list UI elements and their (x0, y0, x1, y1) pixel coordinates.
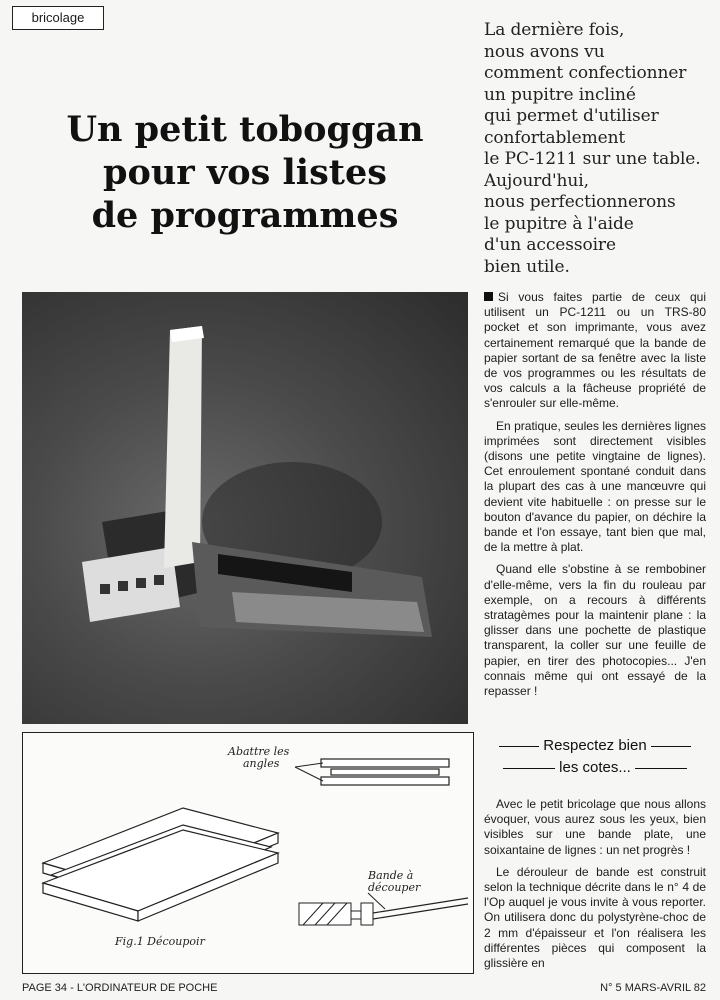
footer-issue-info: N° 5 MARS-AVRIL 82 (600, 982, 706, 994)
intro-line: le PC-1211 sur une table. (484, 149, 701, 169)
body-paragraph: Avec le petit bricolage que nous allons évoquer, vous aurez sous les yeux, bien visibles sur une bande plate, une soixantaine de lignes : un net progrès ! (484, 797, 706, 857)
pointer-line (295, 763, 323, 767)
paragraph-bullet-icon (484, 292, 493, 301)
subhead-text: Respectez bien (543, 737, 647, 754)
intro-line: bien utile. (484, 256, 570, 277)
label-bande: Bande à (368, 869, 414, 882)
body-paragraph: Le dérouleur de bande est construit selon la technique décrite dans le n° 4 de l'Op auquel je vous invite à vous reporter. On utilisera donc du polystyrène-choc de 2 mm d'épaisseur et l'on réalisera les différentes pièces qui composent la glissière en (484, 864, 706, 971)
headline-line-1: Un petit toboggan (66, 109, 424, 150)
label-angles: angles (243, 757, 280, 770)
subhead-line-1 (484, 735, 706, 757)
intro-line: qui permet d'utiliser (484, 106, 659, 126)
figure-caption: Fig.1 Découpoir (115, 935, 205, 948)
plates-side-view (321, 759, 449, 785)
article-body-column-2 (484, 797, 706, 978)
article-body-column (484, 290, 706, 706)
cross-section (299, 898, 468, 925)
pointer-line (295, 767, 323, 781)
intro-line: nous perfectionnerons (484, 192, 676, 212)
headline-line-2: pour vos listes (103, 152, 387, 193)
body-paragraph-text: Si vous faites partie de ceux qui utilisent un PC-1211 ou un TRS-80 pocket et son imprimante, vous avez certainement remarqué que la bande de papier sortant de sa fenêtre avec la liste de vos programmes ou les résultats de vos calculs a la fâcheuse propriété de s'enrouler sur elle-même. (484, 290, 706, 411)
subhead-rule (499, 746, 539, 747)
intro-line: comment confectionner (484, 63, 687, 83)
intro-line: La dernière fois, (484, 20, 625, 40)
intro-line: nous avons vu (484, 41, 605, 62)
intro-line: d'un accessoire (484, 235, 616, 255)
label-decouper: découper (368, 881, 421, 894)
photo-illustration (22, 292, 468, 724)
intro-line: confortablement (484, 127, 626, 148)
subhead-rule (503, 768, 555, 769)
printer-button (118, 581, 128, 591)
article-headline (40, 108, 450, 237)
decoupoir-diagram (23, 733, 473, 973)
intro-line: Aujourd'hui, (484, 170, 589, 191)
headline-line-3: de programmes (91, 195, 399, 236)
label-abattre: Abattre les (228, 745, 290, 758)
printer-button (154, 575, 164, 585)
subhead-rule (651, 746, 691, 747)
calculator-printer-photo (22, 292, 468, 724)
subhead-text: les cotes... (559, 759, 631, 776)
article-intro (484, 20, 710, 278)
body-paragraph: En pratique, seules les dernières lignes imprimées sont directement visibles (disons une petite vingtaine de lignes). Cet enroulement spontané conduit dans la plupart des cas à une manœuvre qui devient vite habituelle : on presse sur le bouton d'avance du papier, on déchire la bande et l'on essaye, tant bien que mal, de la mettre à plat. (484, 418, 706, 555)
body-paragraph: Quand elle s'obstine à se rembobiner d'elle-même, vers la fin du rouleau par exemple, on a recours à différents stratagèmes pour la maintenir plane : la glisser dans une pochette de plastique transparent, la coller sur une feuille de papier, en tirer des photocopies... J'en connais même qui ont essayé de la repasser ! (484, 562, 706, 699)
body-paragraph (484, 290, 706, 412)
section-tag: bricolage (12, 6, 104, 30)
paper-strip (164, 326, 202, 568)
intro-line: un pupitre incliné (484, 84, 636, 105)
footer-page-info: PAGE 34 - L'ORDINATEUR DE POCHE (22, 982, 218, 994)
printer-button (136, 578, 146, 588)
printer-button (100, 584, 110, 594)
subhead-rule (635, 768, 687, 769)
stacked-plates (43, 808, 278, 921)
section-subhead (484, 735, 706, 779)
figure-diagram (22, 732, 474, 974)
intro-line: le pupitre à l'aide (484, 213, 634, 234)
subhead-line-2 (484, 757, 706, 779)
